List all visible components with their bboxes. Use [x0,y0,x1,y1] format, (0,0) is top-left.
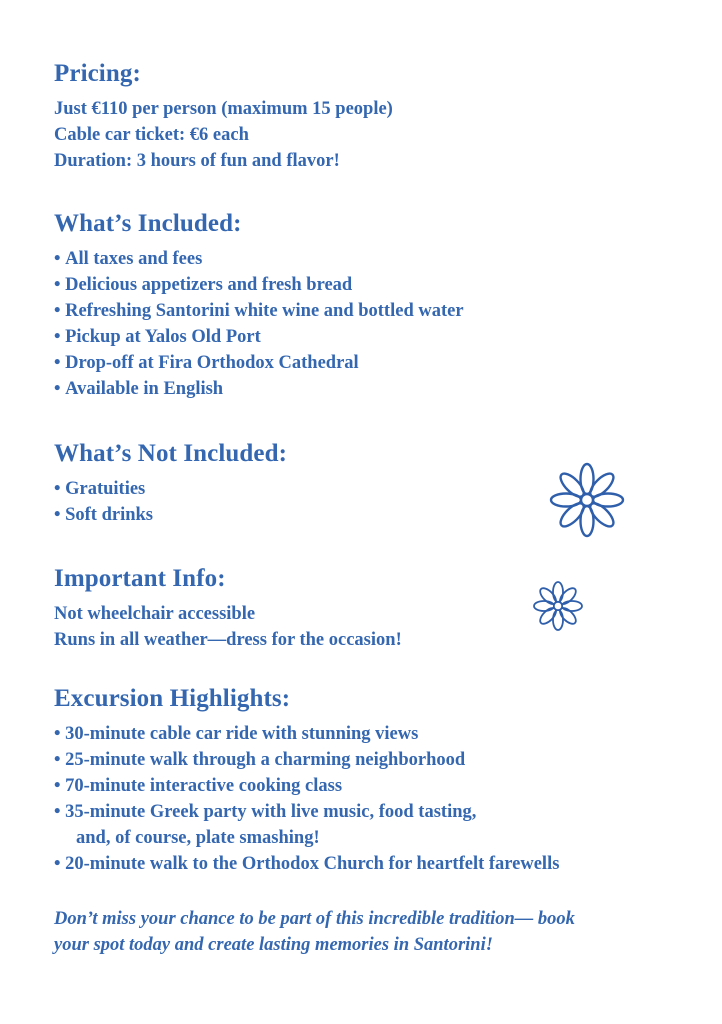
highlight-item: • 35-minute Greek party with live music, food tasting, [54,799,559,825]
highlight-item: • 30-minute cable car ride with stunning views [54,721,559,747]
highlights-heading: Excursion Highlights: [54,685,291,712]
pricing-heading: Pricing: [54,60,141,87]
included-item: • Available in English [54,376,464,402]
included-heading: What’s Included: [54,210,242,237]
pricing-line-price: Just €110 per person (maximum 15 people) [54,99,393,119]
important-info-line: Not wheelchair accessible [54,604,256,624]
not-included-item: • Gratuities [54,476,287,502]
important-info-heading: Important Info: [54,565,226,592]
highlight-item: • 70-minute interactive cooking class [54,773,559,799]
highlight-item: • 25-minute walk through a charming neighborhood [54,747,559,773]
included-section [54,208,464,402]
flower-icon [543,460,631,540]
pricing-line-duration: Duration: 3 hours of fun and flavor! [54,151,340,171]
important-info-section [54,563,402,653]
closing-line-1: Don’t miss your chance to be part of this incredible tradition— book [54,909,575,929]
included-item: • Delicious appetizers and fresh bread [54,272,464,298]
important-info-line: Runs in all weather—dress for the occasion! [54,630,402,650]
not-included-item: • Soft drinks [54,502,287,528]
pricing-line-cable-car: Cable car ticket: €6 each [54,125,249,145]
highlight-item-continuation: and, of course, plate smashing! [76,828,320,848]
pricing-section [54,58,393,174]
highlight-item: • 20-minute walk to the Orthodox Church for heartfelt farewells [54,851,559,877]
flower-icon [527,578,589,634]
highlights-section [54,683,559,877]
included-item: • All taxes and fees [54,246,464,272]
not-included-section [54,438,287,528]
included-item: • Refreshing Santorini white wine and bottled water [54,298,464,324]
closing-message [54,906,575,958]
included-item: • Drop-off at Fira Orthodox Cathedral [54,350,464,376]
closing-line-2: your spot today and create lasting memories in Santorini! [54,935,493,955]
not-included-heading: What’s Not Included: [54,440,288,467]
included-item: • Pickup at Yalos Old Port [54,324,464,350]
